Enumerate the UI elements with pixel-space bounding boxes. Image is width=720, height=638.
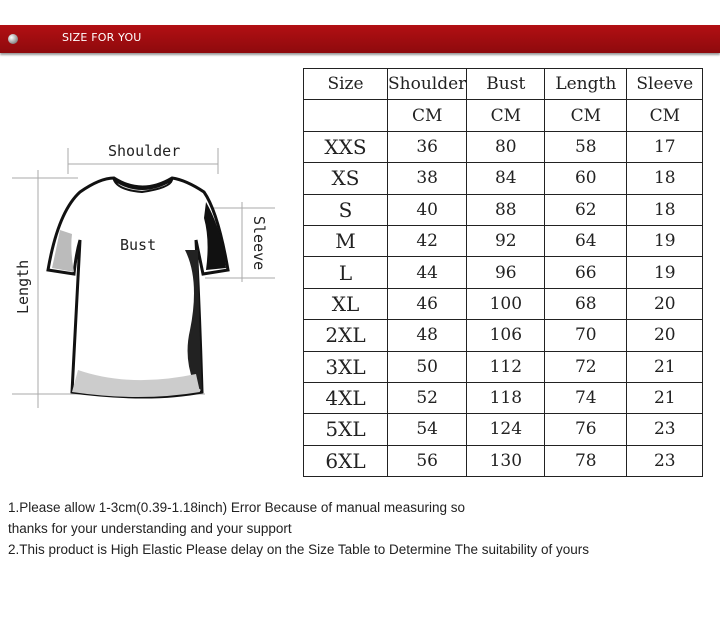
- measurement-cell: 18: [627, 163, 703, 194]
- measurement-cell: 48: [388, 320, 467, 351]
- measurement-cell: 50: [388, 351, 467, 382]
- table-row: [304, 445, 703, 476]
- measurement-cell: 19: [627, 257, 703, 288]
- note-line: 1.Please allow 1-3cm(0.39-1.18inch) Error Because of manual measuring so: [8, 500, 465, 515]
- unit-cell: CM: [467, 100, 545, 131]
- measurement-cell: 42: [388, 225, 467, 256]
- measurement-cell: 124: [467, 414, 545, 445]
- size-cell: 2XL: [304, 320, 388, 351]
- size-cell: 3XL: [304, 351, 388, 382]
- measurement-cell: 17: [627, 131, 703, 162]
- column-header: Shoulder: [388, 69, 467, 100]
- measurement-cell: 23: [627, 414, 703, 445]
- measurement-cell: 36: [388, 131, 467, 162]
- measurement-cell: 52: [388, 382, 467, 413]
- measurement-cell: 21: [627, 382, 703, 413]
- table-row: [304, 351, 703, 382]
- unit-cell: CM: [388, 100, 467, 131]
- measurement-cell: 56: [388, 445, 467, 476]
- table-row: [304, 163, 703, 194]
- bust-label: Bust: [120, 236, 157, 254]
- table-row: [304, 194, 703, 225]
- bullet-icon: [8, 34, 18, 44]
- measurement-cell: 130: [467, 445, 545, 476]
- header-banner: [0, 25, 720, 53]
- measurement-cell: 58: [545, 131, 627, 162]
- measurement-cell: 62: [545, 194, 627, 225]
- table-units-row: [304, 100, 703, 131]
- table-row: [304, 131, 703, 162]
- measurement-cell: 19: [627, 225, 703, 256]
- size-cell: XXS: [304, 131, 388, 162]
- note-line: thanks for your understanding and your support: [8, 521, 292, 536]
- measurement-cell: 23: [627, 445, 703, 476]
- measurement-cell: 88: [467, 194, 545, 225]
- note-line: 2.This product is High Elastic Please delay on the Size Table to Determine The suitability of yours: [8, 542, 590, 557]
- measurement-cell: 60: [545, 163, 627, 194]
- unit-cell: [304, 100, 388, 131]
- size-cell: L: [304, 257, 388, 288]
- size-cell: 5XL: [304, 414, 388, 445]
- measurement-cell: 40: [388, 194, 467, 225]
- measurement-cell: 118: [467, 382, 545, 413]
- measurement-cell: 46: [388, 288, 467, 319]
- measurement-cell: 74: [545, 382, 627, 413]
- tshirt-measurement-diagram: [0, 130, 300, 420]
- unit-cell: CM: [545, 100, 627, 131]
- measurement-cell: 68: [545, 288, 627, 319]
- measurement-cell: 72: [545, 351, 627, 382]
- size-table: [303, 68, 703, 477]
- measurement-cell: 18: [627, 194, 703, 225]
- table-row: [304, 382, 703, 413]
- column-header: Size: [304, 69, 388, 100]
- measurement-cell: 54: [388, 414, 467, 445]
- tshirt-icon: [0, 130, 300, 420]
- measurement-cell: 70: [545, 320, 627, 351]
- unit-cell: CM: [627, 100, 703, 131]
- size-cell: 4XL: [304, 382, 388, 413]
- measurement-cell: 76: [545, 414, 627, 445]
- shoulder-label: Shoulder: [108, 142, 181, 160]
- measurement-cell: 112: [467, 351, 545, 382]
- length-label: Length: [14, 259, 32, 314]
- measurement-cell: 38: [388, 163, 467, 194]
- table-row: [304, 257, 703, 288]
- notes: [8, 497, 589, 560]
- measurement-cell: 80: [467, 131, 545, 162]
- table-row: [304, 414, 703, 445]
- column-header: Length: [545, 69, 627, 100]
- measurement-cell: 100: [467, 288, 545, 319]
- column-header: Bust: [467, 69, 545, 100]
- measurement-cell: 78: [545, 445, 627, 476]
- measurement-cell: 96: [467, 257, 545, 288]
- size-cell: S: [304, 194, 388, 225]
- column-header: Sleeve: [627, 69, 703, 100]
- size-cell: XS: [304, 163, 388, 194]
- table-header-row: [304, 69, 703, 100]
- measurement-cell: 20: [627, 288, 703, 319]
- sleeve-label: Sleeve: [250, 216, 268, 271]
- table-row: [304, 288, 703, 319]
- measurement-cell: 84: [467, 163, 545, 194]
- banner-title: SIZE FOR YOU: [62, 31, 142, 44]
- measurement-cell: 106: [467, 320, 545, 351]
- measurement-cell: 20: [627, 320, 703, 351]
- measurement-cell: 64: [545, 225, 627, 256]
- size-cell: XL: [304, 288, 388, 319]
- measurement-cell: 44: [388, 257, 467, 288]
- table-row: [304, 320, 703, 351]
- measurement-cell: 66: [545, 257, 627, 288]
- size-cell: 6XL: [304, 445, 388, 476]
- measurement-cell: 21: [627, 351, 703, 382]
- measurement-cell: 92: [467, 225, 545, 256]
- size-cell: M: [304, 225, 388, 256]
- table-row: [304, 225, 703, 256]
